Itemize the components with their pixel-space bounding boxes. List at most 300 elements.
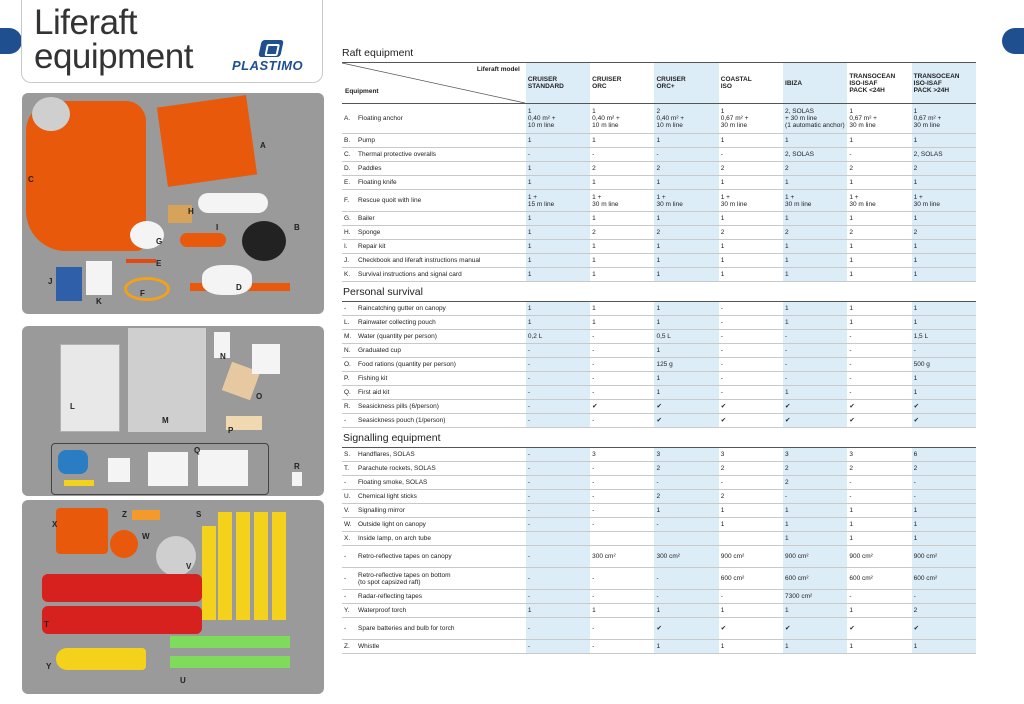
equipment-cell (342, 176, 526, 190)
value-cell: - (847, 358, 911, 372)
table-row (342, 212, 976, 226)
table-row (342, 546, 976, 568)
value-cell: 1 (847, 134, 911, 148)
value-cell: - (590, 344, 654, 358)
value-cell: 1 (526, 254, 590, 268)
value-cell: 3 (590, 448, 654, 462)
rainwater-pouch-image (60, 344, 120, 432)
label-a: A (260, 141, 266, 150)
table-row (342, 176, 976, 190)
label-b: B (294, 223, 300, 232)
label-l: L (70, 402, 75, 411)
value-cell: 1 (590, 268, 654, 282)
value-cell: 1 (654, 134, 718, 148)
value-cell: 1 (526, 176, 590, 190)
value-cell: - (526, 490, 590, 504)
value-cell: 1 (526, 162, 590, 176)
first-aid-items-image (58, 450, 88, 474)
value-cell: ✔ (654, 618, 718, 640)
equipment-name: Floating anchor (358, 114, 403, 122)
value-cell: 1 (912, 640, 976, 654)
label-h: H (188, 207, 194, 216)
equipment-name: Parachute rockets, SOLAS (358, 464, 436, 472)
value-cell: 2 (783, 162, 847, 176)
equipment-letter: P. (344, 375, 350, 383)
model-header-2: CRUISER ORC+ (654, 63, 718, 104)
equipment-name: Raincatching gutter on canopy (358, 304, 446, 312)
value-cell: 2 (654, 490, 718, 504)
value-cell: - (719, 476, 783, 490)
value-cell: - (783, 330, 847, 344)
label-m: M (162, 416, 169, 425)
value-cell: 1 + 30 m line (654, 190, 718, 212)
value-cell: - (783, 490, 847, 504)
value-cell: 1 (719, 176, 783, 190)
table-row (342, 618, 976, 640)
equipment-letter: - (344, 575, 347, 583)
title-box (21, 0, 323, 83)
equipment-name: Seasickness pouch (1/person) (358, 416, 446, 424)
value-cell: 1 (719, 640, 783, 654)
value-cell: ✔ (654, 400, 718, 414)
value-cell: 1 (912, 386, 976, 400)
handflare-image-2 (236, 512, 250, 620)
signal-card-image (86, 261, 112, 295)
value-cell: 2 (590, 226, 654, 240)
value-cell: 1 (719, 604, 783, 618)
equipment-cell (342, 400, 526, 414)
equipment-cell (342, 104, 526, 134)
value-cell: - (590, 618, 654, 640)
label-d: D (236, 283, 242, 292)
value-cell: - (847, 148, 911, 162)
value-cell: - (590, 640, 654, 654)
value-cell (590, 532, 654, 546)
value-cell: ✔ (719, 400, 783, 414)
value-cell: - (719, 386, 783, 400)
table-row (342, 568, 976, 590)
table-row (342, 104, 976, 134)
value-cell: 2 0,40 m² + 10 m line (654, 104, 718, 134)
value-cell: 3 (847, 448, 911, 462)
equipment-cell (342, 604, 526, 618)
equipment-name: Chemical light sticks (358, 492, 417, 500)
value-cell: - (719, 330, 783, 344)
value-cell: - (526, 448, 590, 462)
value-cell: 3 (719, 448, 783, 462)
table-row (342, 414, 976, 428)
brand-name: PLASTIMO (232, 58, 304, 73)
value-cell: 600 cm² (719, 568, 783, 590)
equipment-table-area (342, 44, 976, 654)
value-cell: - (590, 490, 654, 504)
value-cell: 1 (654, 302, 718, 316)
value-cell: 3 (783, 448, 847, 462)
equipment-name: Whistle (358, 642, 380, 650)
equipment-letter: K. (344, 271, 351, 279)
label-v: V (186, 562, 192, 571)
value-cell: 1 (912, 518, 976, 532)
equipment-letter: - (344, 305, 347, 313)
equipment-name: Thermal protective overalls (358, 150, 437, 158)
value-cell: 1 + 30 m line (719, 190, 783, 212)
value-cell: 1 (912, 268, 976, 282)
model-header-3: COASTAL ISO (719, 63, 783, 104)
value-cell: 1 (912, 212, 976, 226)
value-cell: ✔ (783, 400, 847, 414)
value-cell: 1 (783, 504, 847, 518)
value-cell: - (847, 590, 911, 604)
table-row (342, 134, 976, 148)
model-header-1: CRUISER ORC (590, 63, 654, 104)
equipment-name: Handflares, SOLAS (358, 450, 415, 458)
first-aid-bandage-image (198, 450, 248, 486)
knife-image (126, 259, 156, 263)
value-cell: 1 (912, 302, 976, 316)
equipment-cell (342, 302, 526, 316)
page-title-line2: equipment (34, 37, 193, 76)
equipment-cell (342, 462, 526, 476)
equipment-name: Food rations (quantity per person) (358, 360, 456, 368)
equipment-cell (342, 162, 526, 176)
equipment-name: Survival instructions and signal card (358, 270, 462, 278)
value-cell: 1 0,40 m² + 10 m line (526, 104, 590, 134)
value-cell: 1 (847, 302, 911, 316)
value-cell: 1 (526, 302, 590, 316)
value-cell: - (719, 302, 783, 316)
table-row (342, 448, 976, 462)
equipment-cell (342, 212, 526, 226)
table-row (342, 590, 976, 604)
equipment-letter: D. (344, 165, 351, 173)
light-stick-image-1 (170, 636, 290, 648)
anchor-line-image (198, 193, 268, 213)
value-cell: ✔ (590, 400, 654, 414)
equipment-letter: I. (344, 243, 348, 251)
equipment-letter: L. (344, 319, 350, 327)
value-cell: 1 (590, 302, 654, 316)
equipment-letter: T. (344, 465, 350, 473)
value-cell: 900 cm² (783, 546, 847, 568)
equipment-name: Floating smoke, SOLAS (358, 478, 428, 486)
label-u: U (180, 676, 186, 685)
model-header-4: IBIZA (783, 63, 847, 104)
value-cell: - (526, 386, 590, 400)
value-cell: - (526, 640, 590, 654)
equipment-letter: S. (344, 451, 351, 459)
value-cell: 900 cm² (912, 546, 976, 568)
handflare-image-4 (272, 512, 286, 620)
equipment-letter: - (344, 593, 347, 601)
equipment-name: Fishing kit (358, 374, 388, 382)
equipment-name: Rescue quoit with line (358, 196, 422, 204)
value-cell: 2 (847, 226, 911, 240)
equipment-letter: - (344, 417, 347, 425)
value-cell: 1 (912, 176, 976, 190)
label-r: R (294, 462, 300, 471)
value-cell: - (654, 476, 718, 490)
outside-light-image (110, 530, 138, 558)
value-cell: 1 (847, 176, 911, 190)
value-cell: 600 cm² (912, 568, 976, 590)
value-cell: 2 (912, 462, 976, 476)
equipment-name: Seasickness pills (6/person) (358, 402, 439, 410)
value-cell: 1 (526, 240, 590, 254)
model-header-0: CRUISER STANDARD (526, 63, 590, 104)
value-cell: 300 cm² (654, 546, 718, 568)
table-row (342, 358, 976, 372)
table-row (342, 518, 976, 532)
value-cell: 2 (783, 462, 847, 476)
value-cell: 1 (590, 240, 654, 254)
next-page-tab[interactable] (1002, 28, 1024, 54)
value-cell: 1 (654, 212, 718, 226)
equipment-cell (342, 268, 526, 282)
value-cell: 1 + 30 m line (912, 190, 976, 212)
value-cell: 600 cm² (847, 568, 911, 590)
overalls-hood-image (32, 97, 70, 131)
waterproof-torch-image (56, 648, 146, 670)
equipment-cell (342, 504, 526, 518)
value-cell: - (526, 476, 590, 490)
value-cell: - (590, 330, 654, 344)
repair-kit-image (180, 233, 226, 247)
value-cell: 1 (654, 240, 718, 254)
table-row (342, 504, 976, 518)
value-cell: 1 (783, 386, 847, 400)
value-cell: - (719, 372, 783, 386)
value-cell (526, 532, 590, 546)
value-cell: 1 (912, 532, 976, 546)
equipment-letter: W. (344, 521, 352, 529)
value-cell: - (783, 358, 847, 372)
table-row (342, 476, 976, 490)
value-cell: - (847, 344, 911, 358)
value-cell: - (590, 414, 654, 428)
equipment-letter: O. (344, 361, 351, 369)
value-cell: 1 0,67 m² + 30 m line (912, 104, 976, 134)
value-cell: 1 (847, 604, 911, 618)
value-cell: - (590, 568, 654, 590)
value-cell: 1 (783, 604, 847, 618)
value-cell: 1 + 30 m line (783, 190, 847, 212)
equipment-cell (342, 358, 526, 372)
table-row (342, 268, 976, 282)
equipment-name: Retro-reflective tapes on canopy (358, 552, 452, 560)
value-cell: - (526, 372, 590, 386)
value-cell: 1 (654, 344, 718, 358)
label-k: K (96, 297, 102, 306)
prev-page-tab[interactable] (0, 28, 22, 54)
value-cell: 1 (847, 640, 911, 654)
table-row (342, 400, 976, 414)
label-i: I (216, 223, 219, 232)
label-q: Q (194, 446, 201, 455)
table-header-row (342, 63, 976, 104)
label-o: O (256, 392, 263, 401)
equipment-letter: C. (344, 151, 351, 159)
value-cell: - (526, 358, 590, 372)
page-title-line1: Liferaft (34, 3, 137, 42)
value-cell: 2 (590, 162, 654, 176)
value-cell: 1 (526, 604, 590, 618)
value-cell: 2 (654, 226, 718, 240)
page-title (34, 3, 193, 76)
label-f: F (140, 289, 145, 298)
value-cell: 1 (783, 268, 847, 282)
value-cell: 1 (783, 254, 847, 268)
equipment-cell (342, 640, 526, 654)
model-header-5: TRANSOCEAN ISO-ISAF PACK <24H (847, 63, 911, 104)
equipment-name: Radar-reflecting tapes (358, 592, 422, 600)
section-row (342, 428, 976, 448)
value-cell: 1 (654, 504, 718, 518)
value-cell: 1 (526, 212, 590, 226)
value-cell: - (847, 372, 911, 386)
value-cell: 1 (847, 504, 911, 518)
inside-lamp-image (56, 508, 108, 554)
equipment-cell (342, 568, 526, 590)
value-cell: - (590, 590, 654, 604)
value-cell: 2 (783, 226, 847, 240)
value-cell: 2 (719, 162, 783, 176)
handflare-image-1 (218, 512, 232, 620)
label-y: Y (46, 662, 52, 671)
value-cell: ✔ (912, 414, 976, 428)
value-cell: - (719, 344, 783, 358)
table-row (342, 386, 976, 400)
label-j: J (48, 277, 53, 286)
equipment-letter: E. (344, 179, 351, 187)
label-t: T (44, 620, 49, 629)
paddle-blade-image (202, 265, 252, 295)
first-aid-kit-group (51, 443, 269, 495)
equipment-letter: N. (344, 347, 351, 355)
light-stick-image-2 (170, 656, 290, 668)
value-cell: 1 (783, 240, 847, 254)
table-row (342, 640, 976, 654)
value-cell: 1 0,67 m² + 30 m line (847, 104, 911, 134)
equipment-letter: F. (344, 197, 350, 205)
value-cell: 2 (847, 162, 911, 176)
equipment-name: Floating knife (358, 178, 397, 186)
value-cell: - (526, 518, 590, 532)
equipment-cell (342, 134, 526, 148)
value-cell: 2 (783, 476, 847, 490)
equipment-cell (342, 316, 526, 330)
section-title: Signalling equipment (342, 428, 976, 448)
value-cell: 1 (590, 316, 654, 330)
value-cell: ✔ (847, 400, 911, 414)
value-cell: - (590, 518, 654, 532)
label-p: P (228, 426, 234, 435)
equipment-name: Inside lamp, on arch tube (358, 534, 431, 542)
value-cell: 2 (654, 162, 718, 176)
food-ration-pack-image (252, 344, 280, 374)
table-row (342, 162, 976, 176)
value-cell: 1 (847, 532, 911, 546)
equipment-cell (342, 618, 526, 640)
equipment-cell (342, 546, 526, 568)
table-row (342, 190, 976, 212)
equipment-letter: M. (344, 333, 352, 341)
table-row (342, 532, 976, 546)
first-aid-bottles-image (108, 458, 130, 482)
value-cell: 1 (847, 316, 911, 330)
equipment-cell (342, 518, 526, 532)
value-cell: 1 (719, 212, 783, 226)
value-cell: - (847, 476, 911, 490)
equipment-letter: R. (344, 403, 351, 411)
equipment-cell (342, 386, 526, 400)
equipment-cell (342, 226, 526, 240)
value-cell: 1 (526, 268, 590, 282)
label-w: W (142, 532, 150, 541)
equipment-letter: H. (344, 229, 351, 237)
value-cell: 1 0,40 m² + 10 m line (590, 104, 654, 134)
equipment-name: Spare batteries and bulb for torch (358, 624, 455, 632)
value-cell: - (590, 372, 654, 386)
photo-signalling-equipment (22, 500, 324, 694)
value-cell: 1 + 30 m line (590, 190, 654, 212)
table-row (342, 462, 976, 476)
handflare-image-5 (202, 526, 216, 620)
value-cell: 300 cm² (590, 546, 654, 568)
value-cell: 1 (654, 640, 718, 654)
value-cell: 1 (654, 316, 718, 330)
value-cell: - (912, 476, 976, 490)
value-cell: ✔ (719, 618, 783, 640)
value-cell: 1 (654, 386, 718, 400)
equipment-cell (342, 344, 526, 358)
equipment-letter: Q. (344, 389, 351, 397)
value-cell: 2 (719, 490, 783, 504)
value-cell: - (847, 330, 911, 344)
equipment-cell (342, 372, 526, 386)
photo-personal-survival (22, 326, 324, 496)
value-cell: - (912, 590, 976, 604)
section-title: Personal survival (342, 282, 976, 302)
value-cell: 1 (719, 254, 783, 268)
value-cell: 1 (654, 176, 718, 190)
equipment-name: Repair kit (358, 242, 386, 250)
table-row (342, 490, 976, 504)
value-cell: 600 cm² (783, 568, 847, 590)
equipment-cell (342, 148, 526, 162)
table-row (342, 344, 976, 358)
value-cell: 7300 cm² (783, 590, 847, 604)
table-row (342, 302, 976, 316)
equipment-name: Water (quantity per person) (358, 332, 437, 340)
value-cell: - (847, 386, 911, 400)
value-cell: - (654, 148, 718, 162)
equipment-name: Graduated cup (358, 346, 402, 354)
value-cell: 500 g (912, 358, 976, 372)
value-cell: - (912, 490, 976, 504)
equipment-letter: - (344, 479, 347, 487)
label-c: C (28, 175, 34, 184)
value-cell: 1 (847, 254, 911, 268)
value-cell: 125 g (654, 358, 718, 372)
value-cell: 2, SOLAS + 30 m line (1 automatic anchor) (783, 104, 847, 134)
equipment-letter: V. (344, 507, 350, 515)
equipment-name: Waterproof torch (358, 606, 407, 614)
table-row (342, 240, 976, 254)
equipment-letter: - (344, 553, 347, 561)
parachute-rocket-image-1 (42, 574, 202, 602)
value-cell: 900 cm² (719, 546, 783, 568)
model-header-6: TRANSOCEAN ISO-ISAF PACK >24H (912, 63, 976, 104)
